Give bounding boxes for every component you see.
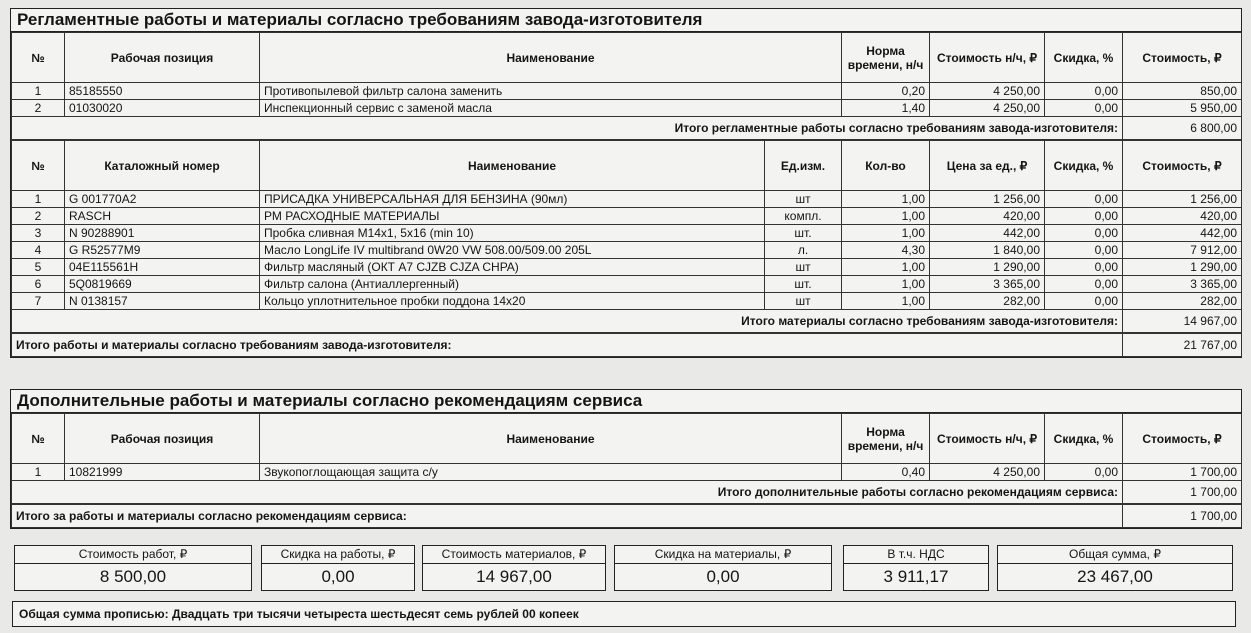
cell: 0,00 xyxy=(1045,191,1123,208)
cell: N 90288901 xyxy=(65,225,260,242)
cell: 6 xyxy=(12,276,65,293)
cell: 420,00 xyxy=(930,208,1045,225)
cell: 4 250,00 xyxy=(930,464,1045,481)
cell: 0,00 xyxy=(1045,293,1123,310)
summary-box xyxy=(997,545,1233,591)
column-header: № xyxy=(12,141,65,191)
summary-label: Стоимость работ, ₽ xyxy=(15,546,251,564)
summary-value: 8 500,00 xyxy=(99,567,167,586)
total-label: Итого работы и материалы согласно требованиям завода-изготовителя: xyxy=(12,334,1123,357)
summary-value: 23 467,00 xyxy=(1077,567,1153,586)
header-row xyxy=(12,33,1242,83)
cell: 0,00 xyxy=(1045,100,1123,117)
column-header: Рабочая позиция xyxy=(65,33,260,83)
cell: шт xyxy=(765,293,842,310)
summary-label: Стоимость материалов, ₽ xyxy=(423,546,605,564)
column-header: № xyxy=(12,33,65,83)
cell: л. xyxy=(765,242,842,259)
cell: 4 xyxy=(12,242,65,259)
cell: 1,00 xyxy=(842,208,930,225)
cell: 4 250,00 xyxy=(930,83,1045,100)
subtotal-row xyxy=(12,117,1242,140)
cell: 04E115561H xyxy=(65,259,260,276)
table-row xyxy=(12,191,1242,208)
cell: Инспекционный сервис с заменой масла xyxy=(260,100,842,117)
cell: 1 256,00 xyxy=(930,191,1045,208)
cell: 1 840,00 xyxy=(930,242,1045,259)
grand-total-table xyxy=(11,504,1242,528)
cell: РМ РАСХОДНЫЕ МАТЕРИАЛЫ xyxy=(260,208,765,225)
cell: 0,00 xyxy=(1045,259,1123,276)
cell: 5Q0819669 xyxy=(65,276,260,293)
cell: шт. xyxy=(765,276,842,293)
cell: 0,20 xyxy=(842,83,930,100)
summary-label: Скидка на работы, ₽ xyxy=(262,546,414,564)
subtotal-value: 14 967,00 xyxy=(1123,310,1242,333)
cell: 442,00 xyxy=(1123,225,1242,242)
summary-box xyxy=(14,545,252,591)
cell: Противопылевой фильтр салона заменить xyxy=(260,83,842,100)
column-header: Стоимость, ₽ xyxy=(1123,141,1242,191)
cell: 85185550 xyxy=(65,83,260,100)
works-table xyxy=(11,32,1242,140)
summary-box xyxy=(261,545,415,591)
total-value: 1 700,00 xyxy=(1123,505,1242,528)
column-header: Цена за ед., ₽ xyxy=(930,141,1045,191)
grand-total-row xyxy=(12,505,1242,528)
cell: 442,00 xyxy=(930,225,1045,242)
cell: 1 700,00 xyxy=(1123,464,1242,481)
cell: 2 xyxy=(12,100,65,117)
subtotal-row xyxy=(12,310,1242,333)
table-row xyxy=(12,225,1242,242)
cell: 10821999 xyxy=(65,464,260,481)
summary-label: Скидка на материалы, ₽ xyxy=(615,546,831,564)
cell: компл. xyxy=(765,208,842,225)
table-row xyxy=(12,293,1242,310)
column-header: Скидка, % xyxy=(1045,414,1123,464)
cell: 3 365,00 xyxy=(930,276,1045,293)
section-title: Регламентные работы и материалы согласно требованиям завода-изготовителя xyxy=(11,9,1241,32)
subtotal-value: 6 800,00 xyxy=(1123,117,1242,140)
subtotal-value: 1 700,00 xyxy=(1123,481,1242,504)
cell: 1,40 xyxy=(842,100,930,117)
cell: 1,00 xyxy=(842,225,930,242)
summary-value: 0,00 xyxy=(321,567,355,586)
table-row xyxy=(12,100,1242,117)
column-header: Норма времени, н/ч xyxy=(842,33,930,83)
section-title: Дополнительные работы и материалы согласно рекомендациям сервиса xyxy=(11,390,1241,413)
cell: 1 xyxy=(12,464,65,481)
cell: 3 xyxy=(12,225,65,242)
cell: 1 xyxy=(12,83,65,100)
cell: Звукопоглощающая защита с/у xyxy=(260,464,842,481)
cell: 1 290,00 xyxy=(1123,259,1242,276)
cell: ПРИСАДКА УНИВЕРСАЛЬНАЯ ДЛЯ БЕНЗИНА (90мл) xyxy=(260,191,765,208)
cell: 1 256,00 xyxy=(1123,191,1242,208)
summary-value: 14 967,00 xyxy=(476,567,552,586)
column-header: Каталожный номер xyxy=(65,141,260,191)
cell: 7 912,00 xyxy=(1123,242,1242,259)
subtotal-row xyxy=(12,481,1242,504)
header-row xyxy=(12,414,1242,464)
cell: Кольцо уплотнительное пробки поддона 14x20 xyxy=(260,293,765,310)
column-header: Наименование xyxy=(260,33,842,83)
total-in-words: Общая сумма прописью: Двадцать три тысячи четыреста шестьдесят семь рублей 00 копеек xyxy=(12,601,1236,627)
cell: 7 xyxy=(12,293,65,310)
cell: 0,00 xyxy=(1045,83,1123,100)
cell: G 001770A2 xyxy=(65,191,260,208)
column-header: Норма времени, н/ч xyxy=(842,414,930,464)
cell: шт xyxy=(765,191,842,208)
cell: 01030020 xyxy=(65,100,260,117)
cell: 1 290,00 xyxy=(930,259,1045,276)
cell: 2 xyxy=(12,208,65,225)
summary-value: 0,00 xyxy=(706,567,740,586)
grand-total-table xyxy=(11,333,1242,357)
grand-total-row xyxy=(12,334,1242,357)
cell: Масло LongLife IV multibrand 0W20 VW 508.00/509.00 205L xyxy=(260,242,765,259)
section-service-recommendations xyxy=(10,389,1242,529)
column-header: Скидка, % xyxy=(1045,141,1123,191)
cell: Фильтр масляный (ОКТ A7 CJZB CJZA CHPA) xyxy=(260,259,765,276)
subtotal-label: Итого дополнительные работы согласно рекомендациям сервиса: xyxy=(12,481,1123,504)
summary-label: Общая сумма, ₽ xyxy=(998,546,1232,564)
cell: G R52577M9 xyxy=(65,242,260,259)
cell: 1,00 xyxy=(842,293,930,310)
section-factory-requirements xyxy=(10,8,1242,358)
cell: 0,00 xyxy=(1045,464,1123,481)
cell: 420,00 xyxy=(1123,208,1242,225)
cell: 0,40 xyxy=(842,464,930,481)
cell: 5 xyxy=(12,259,65,276)
column-header: № xyxy=(12,414,65,464)
table-row xyxy=(12,208,1242,225)
cell: 1,00 xyxy=(842,191,930,208)
cell: 5 950,00 xyxy=(1123,100,1242,117)
cell: шт. xyxy=(765,225,842,242)
column-header: Стоимость, ₽ xyxy=(1123,33,1242,83)
summary-value: 3 911,17 xyxy=(883,567,949,586)
cell: 4 250,00 xyxy=(930,100,1045,117)
column-header: Стоимость н/ч, ₽ xyxy=(930,414,1045,464)
table-row xyxy=(12,276,1242,293)
total-value: 21 767,00 xyxy=(1123,334,1242,357)
column-header: Стоимость н/ч, ₽ xyxy=(930,33,1045,83)
cell: 3 365,00 xyxy=(1123,276,1242,293)
materials-table xyxy=(11,140,1242,333)
cell: Пробка сливная M14x1, 5x16 (min 10) xyxy=(260,225,765,242)
column-header: Рабочая позиция xyxy=(65,414,260,464)
cell: 0,00 xyxy=(1045,242,1123,259)
cell: RASCH xyxy=(65,208,260,225)
cell: 850,00 xyxy=(1123,83,1242,100)
works-table xyxy=(11,413,1242,504)
subtotal-label: Итого материалы согласно требованиям завода-изготовителя: xyxy=(12,310,1123,333)
table-row xyxy=(12,83,1242,100)
cell: 0,00 xyxy=(1045,225,1123,242)
cell: 1,00 xyxy=(842,276,930,293)
column-header: Ед.изм. xyxy=(765,141,842,191)
cell: 0,00 xyxy=(1045,276,1123,293)
cell: 282,00 xyxy=(1123,293,1242,310)
column-header: Кол-во xyxy=(842,141,930,191)
column-header: Наименование xyxy=(260,414,842,464)
cell: 1 xyxy=(12,191,65,208)
table-row xyxy=(12,464,1242,481)
summary-box xyxy=(422,545,606,591)
cell: 1,00 xyxy=(842,259,930,276)
cell: 0,00 xyxy=(1045,208,1123,225)
table-row xyxy=(12,259,1242,276)
summary-box xyxy=(843,545,989,591)
subtotal-label: Итого регламентные работы согласно требованиям завода-изготовителя: xyxy=(12,117,1123,140)
header-row xyxy=(12,141,1242,191)
cell: 282,00 xyxy=(930,293,1045,310)
table-row xyxy=(12,242,1242,259)
cell: шт xyxy=(765,259,842,276)
cell: 4,30 xyxy=(842,242,930,259)
column-header: Скидка, % xyxy=(1045,33,1123,83)
cell: N 0138157 xyxy=(65,293,260,310)
total-label: Итого за работы и материалы согласно рекомендациям сервиса: xyxy=(12,505,1123,528)
cell: Фильтр салона (Антиаллергенный) xyxy=(260,276,765,293)
column-header: Стоимость, ₽ xyxy=(1123,414,1242,464)
column-header: Наименование xyxy=(260,141,765,191)
summary-box xyxy=(614,545,832,591)
summary-label: В т.ч. НДС xyxy=(844,546,988,564)
